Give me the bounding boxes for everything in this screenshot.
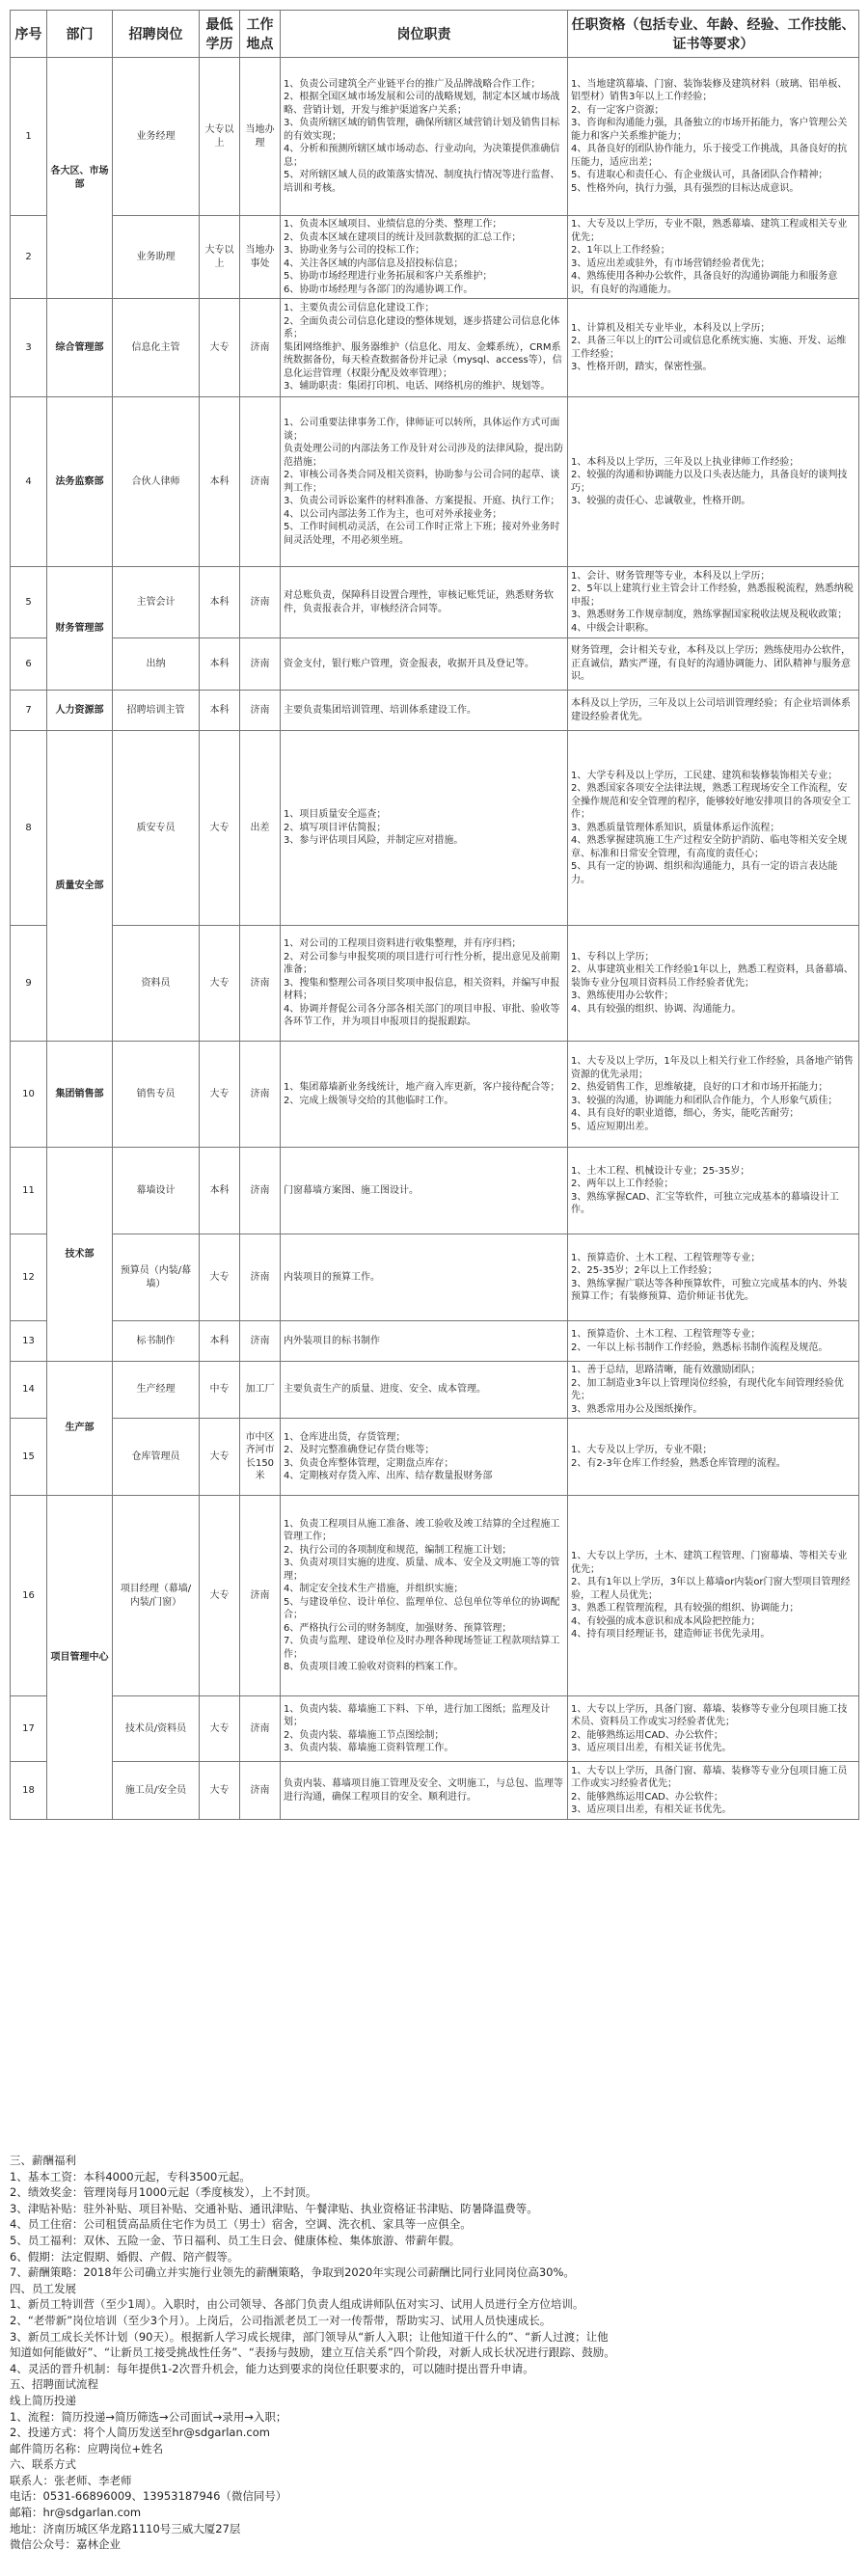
cell-education: 大专以上	[200, 216, 240, 299]
cell-education: 大专	[200, 1496, 240, 1696]
cell-requirements: 1、计算机及相关专业毕业，本科及以上学历； 2、具备三年以上的IT公司或信息化系统实施、实施、开发、运维工作经验； 3、性格开朗，踏实，保密性强。	[568, 299, 859, 397]
cell-responsibilities: 1、主要负责公司信息化建设工作； 2、全面负责公司信息化建设的整体规划，逐步搭建公司信息化体系； 集团网络维护、服务器维护（信息化、用友、金蝶系统），CRM系统数据备份，每天检查数据备份并记录（mysql、access等），信息化运营管理（权限分配及效率管理）； 3、辅助职责：集团打印机、电话、网络机房的维护、规划等。	[281, 299, 568, 397]
footer-line: 1、新员工特训营（至少1周）。入职时，由公司领导、各部门负责人组成讲师队伍对实习、试用人员进行全方位培训。	[10, 2297, 584, 2312]
header-education: 最低学历	[200, 11, 240, 58]
table-row	[11, 1042, 859, 1148]
cell-location: 济南	[240, 638, 281, 691]
header-requirements: 任职资格（包括专业、年龄、经验、工作技能、证书等要求）	[568, 11, 859, 58]
cell-location: 济南	[240, 926, 281, 1042]
cell-responsibilities: 1、公司重要法律事务工作，律师证可以转所，具体运作方式可面谈； 负责处理公司的内部法务工作及针对公司涉及的法律风险，提出防范措施； 2、审核公司各类合同及相关资料，协助参与公司合同的起草、谈判工作； 3、负责公司诉讼案件的材料准备、方案提报、开庭、执行工作； 4、以公司内部法务工作为主，也可对外承接业务； 5、工作时间机动灵活，在公司工作时正常上下班；接对外业务时间灵活处理，不用必须坐班。	[281, 397, 568, 567]
cell-education: 本科	[200, 691, 240, 731]
cell-education: 本科	[200, 1148, 240, 1234]
cell-seq: 17	[11, 1696, 47, 1762]
cell-department: 综合管理部	[47, 299, 113, 397]
cell-position: 幕墙设计	[113, 1148, 200, 1234]
footer-line: 1、流程：简历投递→简历筛选→公司面试→录用→入职；	[10, 2409, 287, 2424]
cell-education: 本科	[200, 567, 240, 638]
cell-location: 济南	[240, 567, 281, 638]
cell-requirements: 1、专科以上学历； 2、从事建筑业相关工作经验1年以上，熟悉工程资料，具备幕墙、装饰专业分包项目资料员工作经验者优先； 3、熟练使用办公软件； 4、具有较强的组织、协调、沟通能力。	[568, 926, 859, 1042]
cell-position: 主管会计	[113, 567, 200, 638]
cell-location: 济南	[240, 1496, 281, 1696]
cell-education: 大专	[200, 1696, 240, 1762]
cell-responsibilities: 主要负责集团培训管理、培训体系建设工作。	[281, 691, 568, 731]
footer-line: 3、津贴补贴：驻外补贴、项目补贴、交通补贴、通讯津贴、午餐津贴、执业资格证书津贴、防暑降温费等。	[10, 2201, 538, 2215]
cell-requirements: 1、大专以上学历，具备门窗、幕墙、装修等专业分包项目施工员工作或实习经验者优先； 2、能够熟练运用CAD、办公软件； 3、适应项目出差，有相关证书优先。	[568, 1762, 859, 1820]
cell-seq: 13	[11, 1321, 47, 1362]
cell-education: 大专	[200, 1234, 240, 1321]
cell-department: 质量安全部	[47, 731, 113, 1042]
cell-requirements: 1、善于总结，思路清晰，能有效激励团队； 2、加工制造业3年以上管理岗位经验，有现代化车间管理经验优先； 3、熟悉常用办公及图纸操作。	[568, 1362, 859, 1419]
cell-requirements: 1、本科及以上学历，三年及以上执业律师工作经验； 2、较强的沟通和协调能力以及口头表达能力，具备良好的谈判技巧； 3、较强的责任心、忠诚敬业，性格开朗。	[568, 397, 859, 567]
cell-responsibilities: 1、负责工程项目从施工准备、竣工验收及竣工结算的全过程施工管理工作； 2、执行公司的各项制度和规范，编制工程施工计划； 3、负责对项目实施的进度、质量、成本、安全及文明施工等的管理； 4、制定安全技术生产措施，并组织实施； 5、与建设单位、设计单位、监理单位、总包单位等单位的协调配合； 6、严格执行公司的财务制度，加强财务、预算管理； 7、负责与监理、建设单位及时办理各种现场签证工程款项结算工作； 8、负责项目竣工验收对资料的档案工作。	[281, 1496, 568, 1696]
cell-seq: 18	[11, 1762, 47, 1820]
cell-responsibilities: 资金支付，银行账户管理，资金报表，收据开具及登记等。	[281, 638, 568, 691]
cell-responsibilities: 1、负责本区域项目、业绩信息的分类、整理工作； 2、负责本区域在建项目的统计及回款数据的汇总工作； 3、协助业务与公司的投标工作； 4、关注各区域的内部信息及招投标信息； 5、协助市场经理进行业务拓展和客户关系维护； 6、协助市场经理与各部门的沟通协调工作。	[281, 216, 568, 299]
cell-responsibilities: 1、负责内装、幕墙施工下料、下单，进行加工图纸；监理及计划； 2、负责内装、幕墙施工节点图绘制； 3、负责内装、幕墙施工资料管理工作。	[281, 1696, 568, 1762]
cell-position: 出纳	[113, 638, 200, 691]
table-row	[11, 1234, 859, 1321]
footer-line: 2、“老带新”岗位培训（至少3个月）。上岗后，公司指派老员工一对一传帮带，帮助实习、试用人员快速成长。	[10, 2313, 552, 2327]
cell-seq: 6	[11, 638, 47, 691]
cell-requirements: 1、预算造价、土木工程、工程管理等专业； 2、25-35岁；2年以上工作经验； 3、熟练掌握广联达等各种预算软件，可独立完成基本的内、外装预算工作；有装修预算、造价师证书优先。	[568, 1234, 859, 1321]
cell-responsibilities: 1、集团幕墙新业务线统计，地产商入库更新，客户接待配合等； 2、完成上级领导交给的其他临时工作。	[281, 1042, 568, 1148]
cell-department: 法务监察部	[47, 397, 113, 567]
cell-seq: 16	[11, 1496, 47, 1696]
cell-responsibilities: 1、对公司的工程项目资料进行收集整理，并有序归档； 2、对公司参与申报奖项的项目进行可行性分析，提出意见及前期准备； 3、搜集和整理公司各项目奖项申报信息，相关资料，并编写申报材料； 4、协调并督促公司各分部各相关部门的项目申报、审批、验收等各环节工作，并为项目申报项目的提报跟踪。	[281, 926, 568, 1042]
cell-seq: 2	[11, 216, 47, 299]
footer-line: 邮件简历名称：应聘岗位+姓名	[10, 2441, 164, 2455]
cell-location: 济南	[240, 1042, 281, 1148]
footer-line: 三、薪酬福利	[10, 2154, 76, 2167]
cell-location: 济南	[240, 299, 281, 397]
cell-seq: 4	[11, 397, 47, 567]
footer-line: 1、基本工资：本科4000元起，专科3500元起。	[10, 2169, 251, 2183]
footer-line: 2、投递方式：将个人简历发送至hr@sdgarlan.com	[10, 2426, 270, 2440]
cell-requirements: 1、会计、财务管理等专业，本科及以上学历； 2、5年以上建筑行业主管会计工作经验，熟悉报税流程，熟悉纳税申报； 3、熟悉财务工作规章制度，熟练掌握国家税收法规及税收政策； 4、中级会计职称。	[568, 567, 859, 638]
cell-location: 济南	[240, 1321, 281, 1362]
cell-seq: 5	[11, 567, 47, 638]
cell-education: 大专以上	[200, 58, 240, 216]
cell-location: 济南	[240, 1148, 281, 1234]
cell-requirements: 本科及以上学历，三年及以上公司培训管理经验；有企业培训体系建设经验者优先。	[568, 691, 859, 731]
cell-requirements: 1、当地建筑幕墙、门窗、装饰装修及建筑材料（玻璃、铝单板、铝型材）销售3年以上工作经验； 2、有一定客户资源； 3、咨询和沟通能力强，具备独立的市场开拓能力，客户管理公关能力和客户关系维护能力； 4、具备良好的团队协作能力，乐于接受工作挑战，具备良好的抗压能力，适应出差； 5、有进取心和责任心、有企业级认可，具备团队合作精神； 5、性格外向，执行力强，具有强烈的目标达成意识。	[568, 58, 859, 216]
cell-department: 项目管理中心	[47, 1496, 113, 1820]
table-row	[11, 1321, 859, 1362]
cell-position: 质安专员	[113, 731, 200, 926]
cell-position: 业务助理	[113, 216, 200, 299]
footer-line: 地址：济南历城区华龙路1110号三威大厦27层	[10, 2521, 241, 2535]
cell-responsibilities: 1、项目质量安全巡查； 2、填写项目评估简报； 3、参与评估项目风险，并制定应对措施。	[281, 731, 568, 926]
cell-position: 合伙人律师	[113, 397, 200, 567]
cell-requirements: 1、大专及以上学历，专业不限； 2、有2-3年仓库工作经验，熟悉仓库管理的流程。	[568, 1419, 859, 1496]
footer-line: 邮箱：hr@sdgarlan.com	[10, 2506, 142, 2520]
cell-location: 济南	[240, 1234, 281, 1321]
table-row	[11, 1696, 859, 1762]
cell-seq: 14	[11, 1362, 47, 1419]
table-row	[11, 567, 859, 638]
table-row	[11, 1762, 859, 1820]
header-seq: 序号	[11, 11, 47, 58]
cell-location: 济南	[240, 1762, 281, 1820]
cell-requirements: 1、大专及以上学历，专业不限，熟悉幕墙、建筑工程或相关专业优先； 2、1年以上工作经验； 3、适应出差或驻外，有市场营销经验者优先； 4、熟练使用各种办公软件，具备良好的沟通协调能力和服务意识，有良好的沟通能力。	[568, 216, 859, 299]
footer-line: 联系人：张老师、李老师	[10, 2473, 132, 2487]
cell-department: 财务管理部	[47, 567, 113, 691]
footer-section	[10, 2153, 858, 2553]
cell-seq: 11	[11, 1148, 47, 1234]
cell-location: 济南	[240, 397, 281, 567]
cell-requirements: 1、土木工程、机械设计专业；25-35岁； 2、两年以上工作经验； 3、熟练掌握CAD、汇宝等软件，可独立完成基本的幕墙设计工作。	[568, 1148, 859, 1234]
table-row	[11, 1148, 859, 1234]
cell-education: 大专	[200, 1762, 240, 1820]
cell-seq: 9	[11, 926, 47, 1042]
cell-seq: 1	[11, 58, 47, 216]
footer-line: 6、假期：法定假期、婚假、产假、陪产假等。	[10, 2249, 239, 2264]
table-row	[11, 1419, 859, 1496]
cell-education: 本科	[200, 397, 240, 567]
cell-education: 大专	[200, 731, 240, 926]
cell-education: 大专	[200, 1419, 240, 1496]
footer-line: 4、员工住宿：公司租赁高品质住宅作为员工（男士）宿舍，空调、洗衣机、家具等一应俱全。	[10, 2217, 472, 2232]
cell-department: 各大区、市场部	[47, 58, 113, 299]
cell-education: 大专	[200, 299, 240, 397]
cell-location: 出差	[240, 731, 281, 926]
header-responsibilities: 岗位职责	[281, 11, 568, 58]
cell-responsibilities: 1、仓库进出货，存货管理； 2、及时完整准确登记存货台账等； 3、负责仓库整体管理，定期盘点库存； 4、定期核对存货入库、出库、结存数量报财务部	[281, 1419, 568, 1496]
cell-department: 集团销售部	[47, 1042, 113, 1148]
cell-position: 仓库管理员	[113, 1419, 200, 1496]
footer-line: 2、绩效奖金：管理岗每月1000元起（季度核发），上不封顶。	[10, 2185, 317, 2200]
recruitment-table	[10, 10, 859, 1820]
table-row	[11, 926, 859, 1042]
cell-responsibilities: 主要负责生产的质量、进度、安全、成本管理。	[281, 1362, 568, 1419]
table-row	[11, 691, 859, 731]
cell-seq: 8	[11, 731, 47, 926]
table-row	[11, 1362, 859, 1419]
cell-position: 资料员	[113, 926, 200, 1042]
cell-requirements: 1、大专及以上学历，1年及以上相关行业工作经验，具备地产销售资源的优先录用； 2、热爱销售工作，思维敏捷，良好的口才和市场开拓能力； 3、较强的沟通，协调能力和团队合作能力，个人形象气质佳； 4、具有良好的职业道德，细心，务实，能吃苦耐劳； 5、适应短期出差。	[568, 1042, 859, 1148]
header-location: 工作地点	[240, 11, 281, 58]
cell-department: 人力资源部	[47, 691, 113, 731]
cell-location: 济南	[240, 1696, 281, 1762]
cell-position: 技术员/资料员	[113, 1696, 200, 1762]
cell-location: 当地办事处	[240, 216, 281, 299]
cell-requirements: 1、大专以上学历，具备门窗、幕墙、装修等专业分包项目施工技术员、资料员工作或实习经验者优先； 2、能够熟练运用CAD、办公软件； 3、适应项目出差，有相关证书优先。	[568, 1696, 859, 1762]
header-dept: 部门	[47, 11, 113, 58]
cell-responsibilities: 门窗幕墙方案图、施工图设计。	[281, 1148, 568, 1234]
footer-line: 六、联系方式	[10, 2457, 76, 2472]
cell-seq: 7	[11, 691, 47, 731]
table-row	[11, 1496, 859, 1696]
cell-position: 信息化主管	[113, 299, 200, 397]
table-row	[11, 638, 859, 691]
cell-responsibilities: 1、负责公司建筑全产业链平台的推广及品牌战略合作工作； 2、根据全国区域市场发展和公司的战略规划，制定本区域市场战略、营销计划，开发与维护渠道客户关系； 3、负责所辖区域的销售管理，确保所辖区域营销计划及销售目标的有效实现； 4、分析和预测所辖区域市场动态、行业动向，为决策提供准确信息； 5、对所辖区域人员的政策落实情况、制度执行情况等进行监督、培训和考核。	[281, 58, 568, 216]
cell-department: 技术部	[47, 1148, 113, 1362]
cell-seq: 12	[11, 1234, 47, 1321]
footer-line: 知道如何能做好”、“让新员工接受挑战性任务”、“表扬与鼓励，建立互信关系”四个阶段，对新人成长状况进行跟踪、鼓励。	[10, 2346, 615, 2360]
cell-location: 济南	[240, 691, 281, 731]
cell-position: 项目经理（幕墙/内装/门窗）	[113, 1496, 200, 1696]
cell-responsibilities: 内外装项目的标书制作	[281, 1321, 568, 1362]
cell-position: 生产经理	[113, 1362, 200, 1419]
cell-position: 标书制作	[113, 1321, 200, 1362]
cell-education: 本科	[200, 638, 240, 691]
header-position: 招聘岗位	[113, 11, 200, 58]
cell-position: 施工员/安全员	[113, 1762, 200, 1820]
cell-position: 预算员（内装/幕墙）	[113, 1234, 200, 1321]
footer-line: 电话：0531-66896009、13953187946（微信同号）	[10, 2489, 287, 2504]
footer-line: 五、招聘面试流程	[10, 2377, 98, 2392]
table-row	[11, 58, 859, 216]
cell-requirements: 财务管理，会计相关专业，本科及以上学历；熟练使用办公软件，正直诚信，踏实严谨，有良好的沟通协调能力、团队精神与服务意识。	[568, 638, 859, 691]
cell-requirements: 1、大专以上学历，土木、建筑工程管理、门窗幕墙、等相关专业优先； 2、具有1年以上学历，3年以上幕墙or内装or门窗大型项目管理经验，工程人员优先； 3、熟悉工程管理流程，具有较强的组织、协调能力； 4、有较强的成本意识和成本风险把控能力； 4、持有项目经理证书，建造师证书优先录用。	[568, 1496, 859, 1696]
cell-responsibilities: 内装项目的预算工作。	[281, 1234, 568, 1321]
footer-line: 线上简历投递	[10, 2393, 76, 2407]
cell-location: 当地办理	[240, 58, 281, 216]
footer-line: 5、员工福利：双休、五险一金、节日福利、员工生日会、健康体检、集体旅游、带薪年假。	[10, 2233, 461, 2247]
cell-position: 招聘培训主管	[113, 691, 200, 731]
footer-line: 3、新员工成长关怀计划（90天）。根据新人学习成长规律，部门领导从“新人入职；让他知道干什么的”、“新人过渡；让他	[10, 2329, 609, 2344]
cell-seq: 10	[11, 1042, 47, 1148]
footer-line: 4、灵活的晋升机制：每年提供1-2次晋升机会，能力达到要求的岗位任职要求的，可以随时提出晋升申请。	[10, 2361, 534, 2375]
cell-requirements: 1、预算造价、土木工程、工程管理等专业； 2、一年以上标书制作工作经验，熟悉标书制作流程及规范。	[568, 1321, 859, 1362]
footer-line: 7、薪酬策略：2018年公司确立并实施行业领先的薪酬策略，争取到2020年实现公司薪酬比同行业同岗位高30%。	[10, 2265, 575, 2280]
table-row	[11, 397, 859, 567]
table-row	[11, 299, 859, 397]
cell-education: 中专	[200, 1362, 240, 1419]
footer-line: 微信公众号：嘉林企业	[10, 2537, 121, 2552]
cell-location: 加工厂	[240, 1362, 281, 1419]
cell-education: 本科	[200, 1321, 240, 1362]
table-row	[11, 216, 859, 299]
cell-requirements: 1、大学专科及以上学历，工民建、建筑和装修装饰相关专业； 2、熟悉国家各项安全法律法规，熟悉工程现场安全工作流程，安全操作规范和安全管理的程序，能够较好地安排项目的各项安全工作； 3、熟悉质量管理体系知识，质量体系运作流程； 4、熟悉掌握建筑施工生产过程安全防护消防、临电等相关安全规章、标准和日常安全管理，有高度的责任心； 5、具有一定的协调、组织和沟通能力，具有一定的语言表达能力。	[568, 731, 859, 926]
cell-position: 业务经理	[113, 58, 200, 216]
table-header-row	[11, 11, 859, 58]
footer-line: 四、员工发展	[10, 2281, 76, 2295]
cell-department: 生产部	[47, 1362, 113, 1496]
cell-education: 大专	[200, 1042, 240, 1148]
cell-responsibilities: 负责内装、幕墙项目施工管理及安全、文明施工，与总包、监理等进行沟通，确保工程项目的安全、顺利进行。	[281, 1762, 568, 1820]
cell-education: 大专	[200, 926, 240, 1042]
cell-location: 市中区齐河市长150米	[240, 1419, 281, 1496]
cell-seq: 15	[11, 1419, 47, 1496]
cell-seq: 3	[11, 299, 47, 397]
table-row	[11, 731, 859, 926]
cell-position: 销售专员	[113, 1042, 200, 1148]
cell-responsibilities: 对总账负责，保障科目设置合理性，审核记账凭证，熟悉财务软件，负责报表合并，审核经济合同等。	[281, 567, 568, 638]
